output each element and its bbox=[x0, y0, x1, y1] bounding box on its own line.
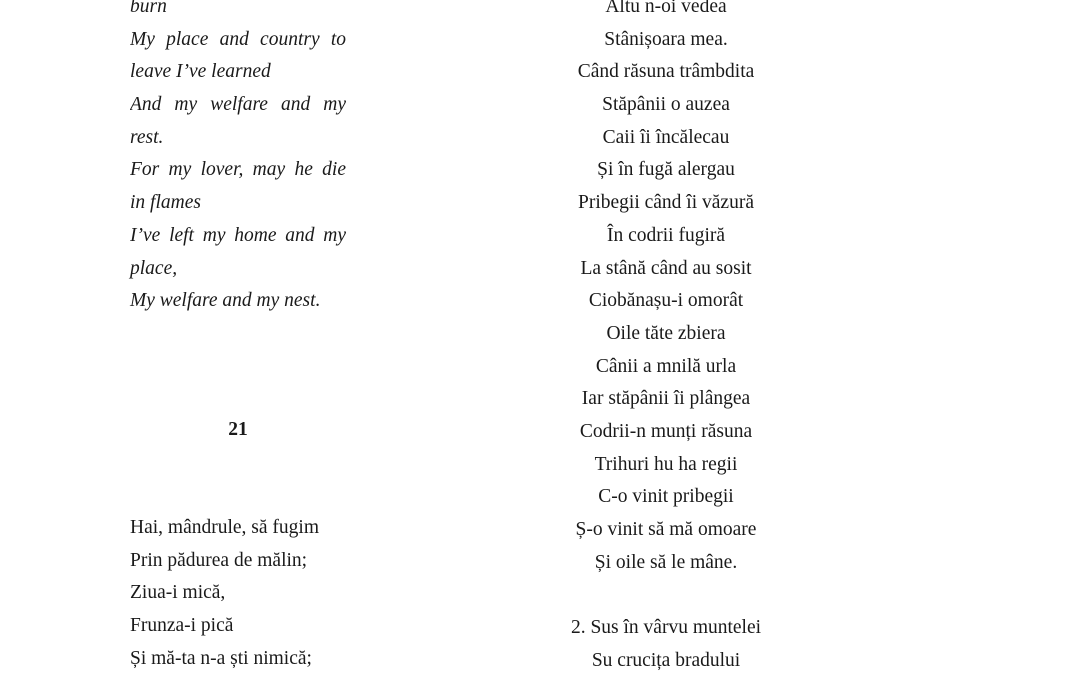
english-verse-line: I’ve left my home and my bbox=[130, 224, 346, 246]
romanian-verse-line: Frunza-i pică bbox=[130, 615, 234, 637]
english-verse-line: leave I’ve learned bbox=[130, 61, 271, 83]
verse-line: Când răsuna trâmbdita bbox=[577, 61, 755, 83]
english-verse-line: My welfare and my nest. bbox=[130, 290, 321, 312]
poem-number: 21 bbox=[228, 419, 248, 440]
verse-line: Stăpânii o auzea bbox=[602, 94, 730, 116]
english-verse-line: burn bbox=[130, 0, 167, 17]
english-verse-line: rest. bbox=[130, 126, 164, 148]
romanian-verse-line: Hai, mândrule, să fugim bbox=[130, 517, 319, 538]
verse-line: La stână când au sosit bbox=[580, 257, 752, 279]
verse-line: Și în fugă alergau bbox=[597, 159, 735, 181]
english-verse-line: For my lover, may he die bbox=[130, 159, 346, 181]
verse-line: Su crucița bradului bbox=[591, 649, 741, 671]
english-verse-line: in flames bbox=[130, 192, 201, 214]
romanian-verse-line: Și mă-ta n-a ști nimică; bbox=[130, 647, 312, 669]
verse-line: Și oile să le mâne. bbox=[594, 551, 738, 573]
romanian-verse-line: Ziua-i mică, bbox=[130, 582, 226, 604]
english-verse-line: And my welfare and my bbox=[130, 94, 346, 116]
verse-line: Pribegii când îi văzură bbox=[578, 192, 754, 214]
verse-line: În codrii fugiră bbox=[606, 224, 726, 246]
verse-line: Cânii a mnilă urla bbox=[595, 355, 737, 377]
verse-line: Codrii-n munți răsuna bbox=[579, 420, 753, 442]
verse-line: Oile tăte zbiera bbox=[606, 322, 726, 344]
english-translation-column bbox=[130, 0, 346, 318]
stanza-break bbox=[516, 579, 816, 612]
verse-line: Trihuri hu ha regii bbox=[594, 453, 738, 475]
verse-line: Iar stăpânii îi plângea bbox=[581, 388, 751, 410]
verse-line: 2. Sus în vârvu muntelei bbox=[570, 617, 762, 639]
romanian-verse-line: Prin pădurea de mălin; bbox=[130, 549, 308, 571]
verse-line: Ș-o vinit să mă omoare bbox=[575, 519, 757, 540]
verse-line: Stânișoara mea. bbox=[604, 28, 728, 50]
romanian-poem-column bbox=[130, 512, 390, 675]
romanian-verse-column bbox=[516, 0, 816, 677]
english-verse-line: place, bbox=[130, 257, 178, 279]
verse-line: Caii îi încălecau bbox=[602, 126, 730, 148]
english-verse-line: My place and country to bbox=[130, 28, 346, 50]
verse-line: Ciobănașu-i omorât bbox=[588, 290, 744, 312]
verse-line: C-o vinit pribegii bbox=[598, 486, 734, 508]
verse-line: Altu n-oi vedea bbox=[605, 0, 727, 17]
